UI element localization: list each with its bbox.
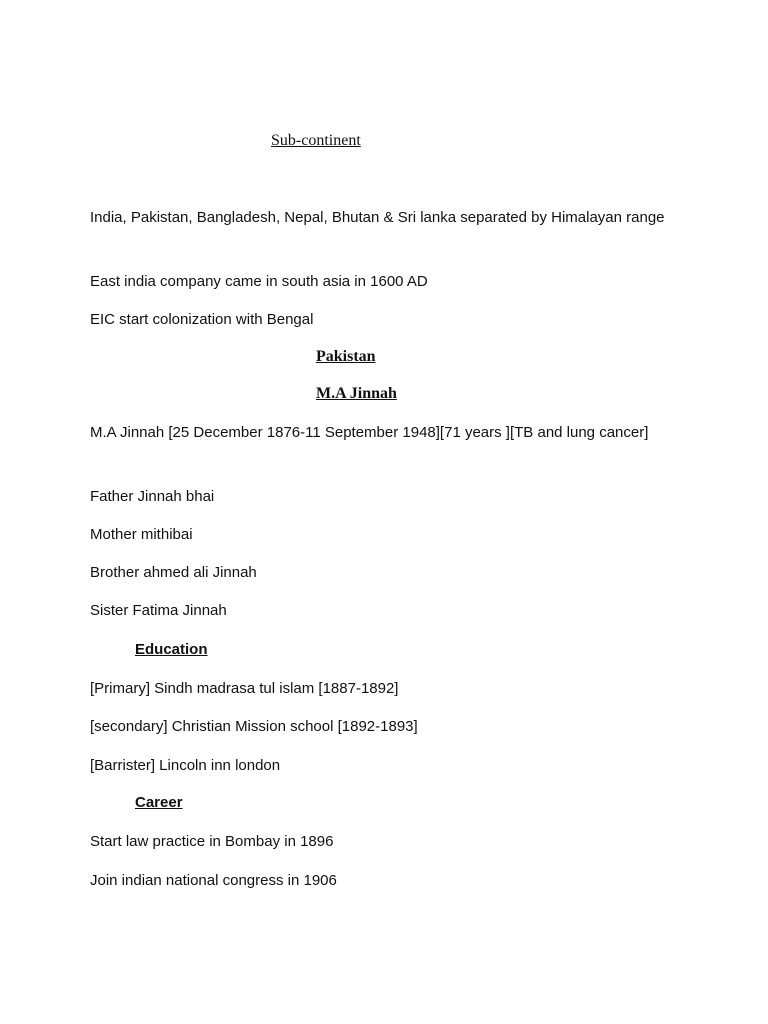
bio-paragraph-2: Father Jinnah bhai	[90, 488, 215, 505]
education-item-3: [Barrister] Lincoln inn london	[90, 757, 281, 774]
education-item-1: [Primary] Sindh madrasa tul islam [1887-1892]	[90, 680, 399, 697]
bio-paragraph-5: Sister Fatima Jinnah	[90, 602, 227, 619]
jinnah-heading: M.A Jinnah	[316, 385, 397, 402]
intro-paragraph-1: India, Pakistan, Bangladesh, Nepal, Bhutan & Sri lanka separated by Himalayan range	[90, 209, 665, 226]
education-item-2: [secondary] Christian Mission school [1892-1893]	[90, 718, 418, 735]
career-heading: Career	[135, 794, 183, 811]
intro-paragraph-2: East india company came in south asia in 1600 AD	[90, 273, 428, 290]
pakistan-heading: Pakistan	[316, 348, 376, 365]
page-title: Sub-continent	[271, 132, 361, 149]
career-item-1: Start law practice in Bombay in 1896	[90, 833, 334, 850]
education-heading: Education	[135, 641, 208, 658]
career-item-2: Join indian national congress in 1906	[90, 872, 337, 889]
intro-paragraph-3: EIC start colonization with Bengal	[90, 311, 314, 328]
bio-paragraph-3: Mother mithibai	[90, 526, 193, 543]
bio-paragraph-1: M.A Jinnah [25 December 1876-11 September 1948][71 years ][TB and lung cancer]	[90, 424, 649, 441]
bio-paragraph-4: Brother ahmed ali Jinnah	[90, 564, 257, 581]
